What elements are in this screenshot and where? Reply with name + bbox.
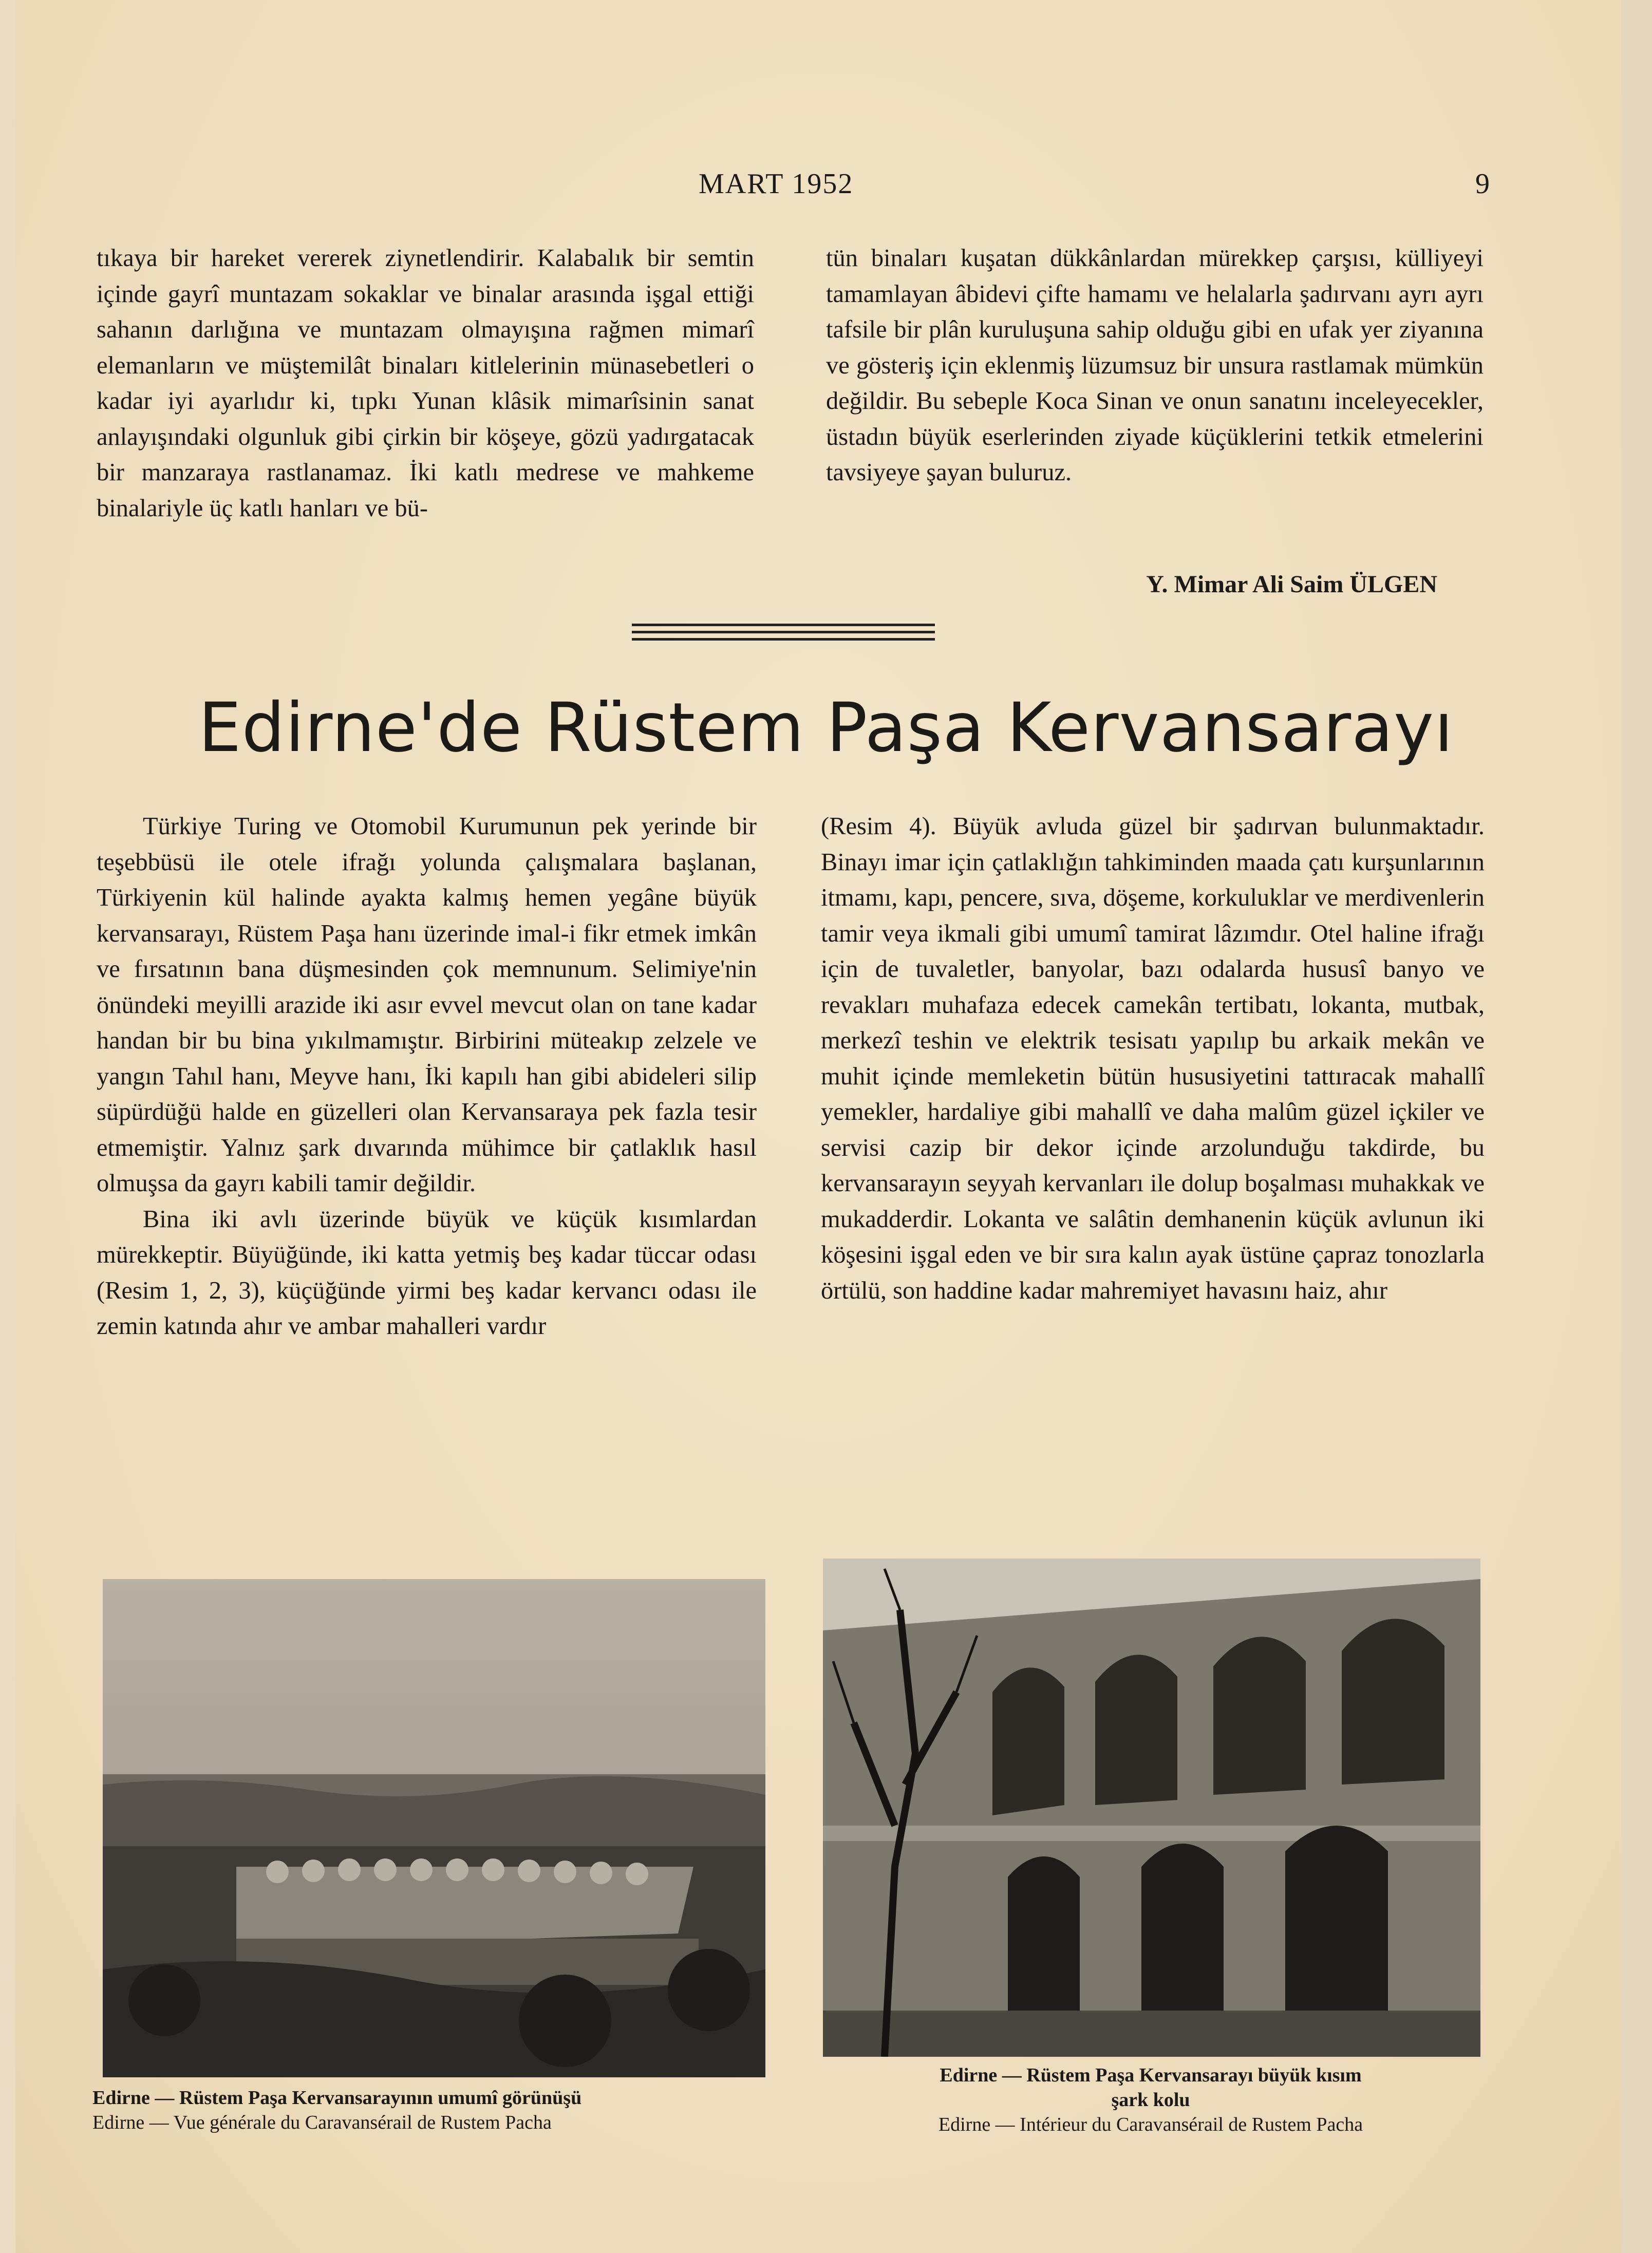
page-header: [92, 167, 1490, 203]
bottom-right-column: [821, 809, 1485, 1308]
top-right-column: [826, 240, 1484, 491]
divider-line: [632, 638, 935, 641]
caption-french: Edirne — Intérieur du Caravansérail de Rustem Pacha: [938, 2114, 1363, 2135]
page-edge-left: [0, 0, 15, 2253]
article-title: Edirne'de Rüstem Paşa Kervansarayı: [198, 688, 1454, 767]
paragraph: Türkiye Turing ve Otomobil Kurumunun pek yerinde bir teşebbüsü ile otele ifrağı yolunda çalışmalara başlanan, Türkiyenin kül halinde ayakta kalmış hemen yegâne büyük kervansarayı, Rüstem Paşa hanı üzerinde imal-i fikr etmek imkân ve fırsatının bana düşmesinden çok memnunum. Selimiye'nin önündeki meyilli arazide iki asır evvel mevcut olan on tane kadar handan bir bu bina yıkılmamıştır. Birbirini müteakıp zelzele ve yangın Tahıl hanı, Meyve hanı, İki kapılı han gibi abideleri silip süpürdüğü halde en güzelleri olan Kervansaraya pek fazla tesir etmemiştir. Yalnız şark dıvarında mühimce bir çatlaklık hasıl olmuşsa da gayrı kabili tamir değildir.: [97, 813, 757, 1197]
header-date: MART 1952: [699, 168, 854, 200]
caption-turkish-cont: şark kolu: [1111, 2089, 1190, 2111]
divider-line: [632, 624, 935, 626]
paragraph: tıkaya bir hareket vererek ziynetlendirir. Kalabalık bir semtin içinde gayrî muntazam sokaklar ve binalar arasında işgal ettiği sahanın darlığına ve muntazam olmayışına rağmen mimarî elemanların ve müştemilât binaları kitlelerinin münasebetleri o kadar iyi ayarlıdır ki, tıpkı Yunan klâsik mimarîsinin sanat anlayışındaki olgunluk gibi çirkin bir köşeye, gözü yadırgatacak bir manzaraya rastlanamaz. İki katlı medrese ve mahkeme binalariyle üç katlı hanları ve bü-: [97, 245, 754, 522]
author-signature: Y. Mimar Ali Saim ÜLGEN: [1146, 571, 1437, 598]
photo-caption-right: [801, 2063, 1500, 2137]
caption-turkish: Edirne — Rüstem Paşa Kervansarayı büyük kısım: [940, 2064, 1362, 2086]
caravanserai-arcade-photo: [823, 1559, 1480, 2057]
caption-french: Edirne — Vue générale du Caravansérail de Rustem Pacha: [92, 2112, 552, 2133]
page-edge-right: [1621, 0, 1652, 2253]
divider-line: [632, 631, 935, 633]
paragraph: tün binaları kuşatan dükkânlardan mürekkep çarşısı, külliyeyi tamamlayan âbidevi çifte hamamı ve helalarla şadırvanı ayrı ayrı tafsile bir plân kuruluşuna sahip olduğu gibi en ufak yer ziyanına ve gösteriş için eklenmiş lüzumsuz bir unsura rastlamak mümkün değildir. Bu sebeple Koca Sinan ve onun sanatını inceleyecekler, üstadın büyük eserlerinden ziyade küçüklerini tetkik etmelerini tavsiyeye şayan buluruz.: [826, 245, 1484, 486]
photo-illustration: [823, 1559, 1480, 2057]
caption-turkish: Edirne — Rüstem Paşa Kervansarayının umumî görünüşü: [92, 2087, 582, 2109]
bottom-left-column: [97, 809, 757, 1344]
top-left-column: [97, 240, 754, 526]
photo-illustration: [103, 1579, 765, 2077]
caravanserai-general-view-photo: [103, 1579, 765, 2077]
photo-caption-left: [92, 2086, 771, 2135]
paragraph: (Resim 4). Büyük avluda güzel bir şadırvan bulunmaktadır. Binayı imar için çatlaklığın tahkiminden maada çatı kurşunlarının itmamı, kapı, pencere, sıva, döşeme, korkuluklar ve merdivenlerin tamir veya ikmali gibi umumî tamirat lâzımdır. Otel haline ifrağı için de tuvaletler, banyolar, bazı odalarda hususî banyo ve revakları muhafaza edecek camekân tertibatı, lokanta, mutbak, merkezî teshin ve elektrik tesisatı yapılıp bu arkaik mekân ve muhit içinde memleketin bütün hususiyetini tattıracak mahallî yemekler, hardaliye gibi mahallî ve daha malûm güzel içkiler ve servisi cazip bir dekor içinde arzolunduğu takdirde, bu kervansarayın seyyah kervanları ile dolup boşalması muhakkak ve mukadderdir. Lokanta ve salâtin demhanenin küçük avlunun iki köşesini işgal eden ve bir sıra kalın ayak üstüne çapraz tonozlarla örtülü, son haddine kadar mahremiyet havasını haiz, ahır: [821, 813, 1485, 1304]
paragraph: Bina iki avlı üzerinde büyük ve küçük kısımlardan mürekkeptir. Büyüğünde, iki katta yetmiş beş kadar tüccar odası (Resim 1, 2, 3), küçüğünde yirmi beş kadar kervancı odası ile zemin katında ahır ve ambar mahalleri vardır: [97, 1205, 757, 1340]
page-number: 9: [1475, 168, 1490, 200]
section-divider: [632, 624, 935, 645]
